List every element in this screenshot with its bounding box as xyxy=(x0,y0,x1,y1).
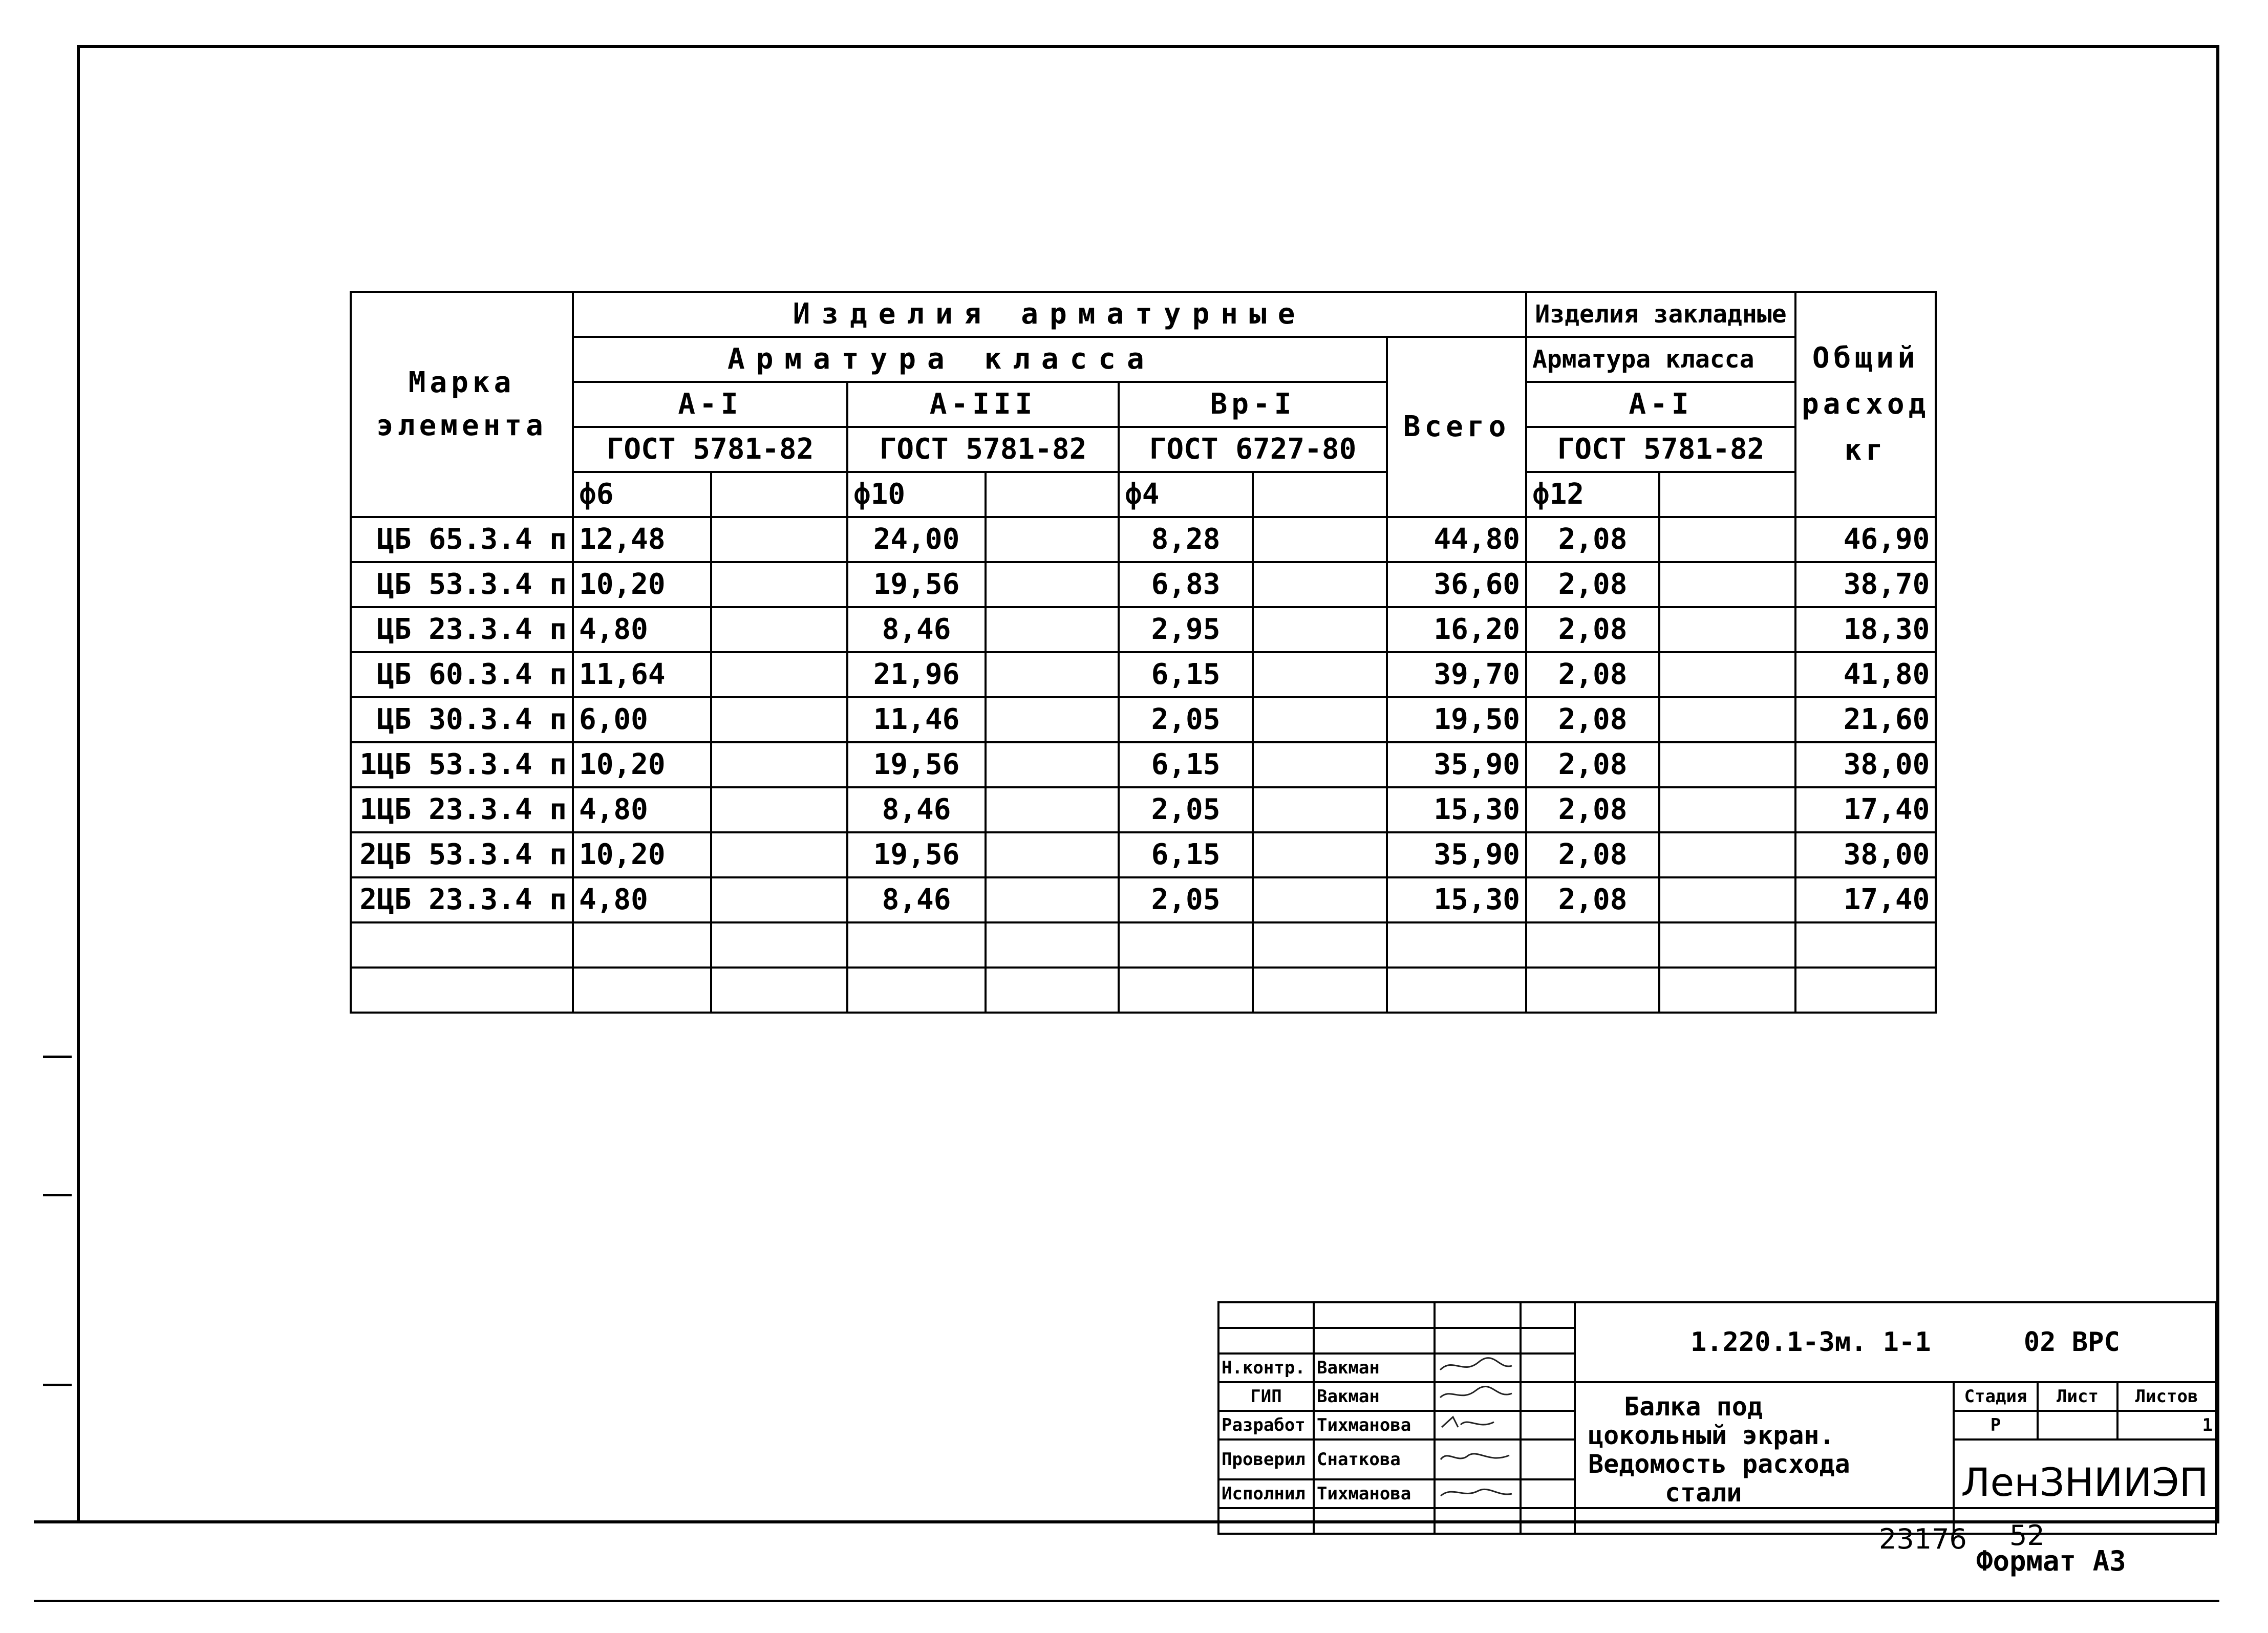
row-bp: 6,15 xyxy=(1119,742,1253,787)
row-mark: 1ЦБ 53.3.4 п xyxy=(351,742,573,787)
empty-cell xyxy=(847,968,986,1013)
row-bp: 6,15 xyxy=(1119,832,1253,877)
empty-cell xyxy=(1218,1302,1314,1328)
row-sum: 46,90 xyxy=(1795,517,1936,562)
stage-label: Стадия xyxy=(1954,1382,2038,1411)
trim-line xyxy=(34,1600,2219,1602)
role-label: Н.контр. xyxy=(1218,1353,1314,1382)
row-a1: 10,20 xyxy=(573,562,711,607)
empty-cell xyxy=(1218,1508,1314,1534)
signature-mark xyxy=(1438,1446,1514,1467)
empty-cell xyxy=(1387,922,1526,968)
table-row xyxy=(351,877,1936,922)
row-bp: 8,28 xyxy=(1119,517,1253,562)
row-a1: 6,00 xyxy=(573,697,711,742)
row-total: 39,70 xyxy=(1387,652,1526,697)
empty-cell xyxy=(351,968,573,1013)
empty-cell xyxy=(711,877,847,922)
empty-cell xyxy=(1659,607,1795,652)
marka-header: Марка элемента xyxy=(351,292,573,517)
empty-cell xyxy=(1435,1508,1521,1534)
title-text-cell xyxy=(1575,1382,1954,1508)
empty-cell xyxy=(1253,607,1387,652)
person-name: Снаткова xyxy=(1314,1439,1435,1479)
paper-format: Формат А3 xyxy=(1976,1545,2126,1577)
signature xyxy=(1435,1411,1521,1439)
signature xyxy=(1435,1353,1521,1382)
inventory-number: 23176 xyxy=(1879,1523,1967,1555)
row-zakl: 2,08 xyxy=(1526,697,1659,742)
empty-cell xyxy=(1435,1302,1521,1328)
drawing-code: 1.220.1-3м. 1-1 xyxy=(1691,1327,1931,1358)
empty-cell xyxy=(986,877,1119,922)
row-total: 44,80 xyxy=(1387,517,1526,562)
signature xyxy=(1435,1479,1521,1508)
armatura-klassa-2-header: Арматура класса xyxy=(1526,337,1795,382)
row-bp: 2,95 xyxy=(1119,607,1253,652)
row-a3: 8,46 xyxy=(847,607,986,652)
steel-spec-table xyxy=(350,291,1937,1014)
row-a1: 10,20 xyxy=(573,742,711,787)
empty-cell xyxy=(1435,1328,1521,1353)
signature-mark xyxy=(1438,1355,1514,1375)
row-mark: ЦБ 53.3.4 п xyxy=(351,562,573,607)
person-name: Вакман xyxy=(1314,1353,1435,1382)
empty-cell xyxy=(1659,652,1795,697)
empty-cell xyxy=(351,922,573,968)
empty-cell xyxy=(1521,1302,1575,1328)
empty-cell xyxy=(1521,1353,1575,1382)
empty-cell xyxy=(1253,562,1387,607)
empty-cell xyxy=(1253,472,1387,517)
empty-cell xyxy=(1253,697,1387,742)
row-a3: 24,00 xyxy=(847,517,986,562)
title-block xyxy=(1217,1301,2217,1535)
class-bp1-dia: ф4 xyxy=(1119,472,1253,517)
empty-cell xyxy=(1659,742,1795,787)
empty-cell xyxy=(986,787,1119,832)
row-sum: 21,60 xyxy=(1795,697,1936,742)
person-name: Тихманова xyxy=(1314,1479,1435,1508)
empty-cell xyxy=(711,742,847,787)
empty-cell xyxy=(986,517,1119,562)
row-total: 16,20 xyxy=(1387,607,1526,652)
row-bp: 6,83 xyxy=(1119,562,1253,607)
page-number: 52 xyxy=(2009,1519,2045,1552)
row-zakl: 2,08 xyxy=(1526,517,1659,562)
sheet-title-line: Балка под xyxy=(1624,1392,1763,1422)
empty-cell xyxy=(986,472,1119,517)
row-bp: 2,05 xyxy=(1119,787,1253,832)
zakl-class-gost: ГОСТ 5781-82 xyxy=(1526,427,1795,472)
row-zakl: 2,08 xyxy=(1526,562,1659,607)
class-a3-gost: ГОСТ 5781-82 xyxy=(847,427,1119,472)
class-bp1-name: Вр-I xyxy=(1119,382,1387,427)
empty-cell xyxy=(986,968,1119,1013)
table-row-empty xyxy=(351,922,1936,968)
sheet-title-line: стали xyxy=(1665,1478,1742,1508)
row-a3: 19,56 xyxy=(847,832,986,877)
row-a3: 8,46 xyxy=(847,877,986,922)
row-total: 36,60 xyxy=(1387,562,1526,607)
role-label: Разработ xyxy=(1218,1411,1314,1439)
sheet-label: Лист xyxy=(2038,1382,2117,1411)
row-a3: 21,96 xyxy=(847,652,986,697)
row-a3: 19,56 xyxy=(847,742,986,787)
empty-cell xyxy=(1119,968,1253,1013)
empty-cell xyxy=(711,562,847,607)
empty-cell xyxy=(986,832,1119,877)
row-total: 15,30 xyxy=(1387,787,1526,832)
row-sum: 41,80 xyxy=(1795,652,1936,697)
role-label: ГИП xyxy=(1218,1382,1314,1411)
empty-cell xyxy=(711,832,847,877)
row-sum: 17,40 xyxy=(1795,877,1936,922)
empty-cell xyxy=(1314,1302,1435,1328)
empty-cell xyxy=(1521,1411,1575,1439)
empty-cell xyxy=(1659,562,1795,607)
empty-cell xyxy=(573,922,711,968)
empty-cell xyxy=(1521,1479,1575,1508)
margin-tick xyxy=(43,1384,72,1386)
row-sum: 38,70 xyxy=(1795,562,1936,607)
row-mark: ЦБ 30.3.4 п xyxy=(351,697,573,742)
empty-cell xyxy=(1521,1328,1575,1353)
row-a3: 19,56 xyxy=(847,562,986,607)
empty-cell xyxy=(986,562,1119,607)
empty-cell xyxy=(1795,968,1936,1013)
signature-mark xyxy=(1438,1480,1514,1501)
row-total: 35,90 xyxy=(1387,742,1526,787)
drawing-doc: 02 ВРС xyxy=(2023,1327,2120,1358)
empty-cell xyxy=(1521,1439,1575,1479)
vsego-header: Всего xyxy=(1387,337,1526,517)
row-sum: 17,40 xyxy=(1795,787,1936,832)
empty-cell xyxy=(986,607,1119,652)
table-row xyxy=(351,562,1936,607)
empty-cell xyxy=(1253,832,1387,877)
empty-cell xyxy=(1659,832,1795,877)
row-zakl: 2,08 xyxy=(1526,607,1659,652)
empty-cell xyxy=(1253,652,1387,697)
sheets-value: 1 xyxy=(2117,1411,2216,1439)
row-a1: 4,80 xyxy=(573,877,711,922)
row-bp: 2,05 xyxy=(1119,697,1253,742)
sheet-title-line: цокольный экран. xyxy=(1588,1421,1835,1450)
empty-cell xyxy=(1218,1328,1314,1353)
empty-cell xyxy=(847,922,986,968)
empty-cell xyxy=(1795,922,1936,968)
signature-mark xyxy=(1438,1383,1514,1404)
row-zakl: 2,08 xyxy=(1526,832,1659,877)
table-row xyxy=(351,742,1936,787)
zakl-class-dia: ф12 xyxy=(1526,472,1659,517)
row-a1: 4,80 xyxy=(573,787,711,832)
row-total: 19,50 xyxy=(1387,697,1526,742)
empty-cell xyxy=(711,652,847,697)
signature xyxy=(1435,1382,1521,1411)
row-sum: 18,30 xyxy=(1795,607,1936,652)
row-sum: 38,00 xyxy=(1795,832,1936,877)
obshchiy-header: Общий расход кг xyxy=(1795,292,1936,517)
row-total: 15,30 xyxy=(1387,877,1526,922)
empty-cell xyxy=(1659,877,1795,922)
empty-cell xyxy=(986,697,1119,742)
table-row xyxy=(351,697,1936,742)
empty-cell xyxy=(711,472,847,517)
margin-tick xyxy=(43,1194,72,1196)
empty-cell xyxy=(1521,1382,1575,1411)
table-row xyxy=(351,652,1936,697)
margin-tick xyxy=(43,1056,72,1058)
empty-cell xyxy=(1954,1508,2216,1534)
role-label: Исполнил xyxy=(1218,1479,1314,1508)
empty-cell xyxy=(1659,697,1795,742)
person-name: Тихманова xyxy=(1314,1411,1435,1439)
sheet-title-line: Ведомость расхода xyxy=(1588,1449,1850,1479)
row-mark: ЦБ 60.3.4 п xyxy=(351,652,573,697)
empty-cell xyxy=(986,742,1119,787)
class-a1-gost: ГОСТ 5781-82 xyxy=(573,427,847,472)
table-row xyxy=(351,787,1936,832)
row-a1: 10,20 xyxy=(573,832,711,877)
empty-cell xyxy=(1659,517,1795,562)
armatura-klassa-header: Арматура класса xyxy=(573,337,1387,382)
empty-cell xyxy=(1314,1328,1435,1353)
zakladnye-header: Изделия закладные xyxy=(1526,292,1795,337)
empty-cell xyxy=(1314,1508,1435,1534)
empty-cell xyxy=(986,652,1119,697)
role-label: Проверил xyxy=(1218,1439,1314,1479)
empty-cell xyxy=(986,922,1119,968)
empty-cell xyxy=(711,968,847,1013)
table-row-empty xyxy=(351,968,1936,1013)
empty-cell xyxy=(1253,877,1387,922)
row-zakl: 2,08 xyxy=(1526,877,1659,922)
empty-cell xyxy=(1521,1508,1575,1534)
row-zakl: 2,08 xyxy=(1526,652,1659,697)
empty-cell xyxy=(1253,742,1387,787)
class-a1-dia: ф6 xyxy=(573,472,711,517)
row-a1: 12,48 xyxy=(573,517,711,562)
row-a3: 8,46 xyxy=(847,787,986,832)
row-bp: 2,05 xyxy=(1119,877,1253,922)
stage-value: Р xyxy=(1954,1411,2038,1439)
row-mark: 2ЦБ 23.3.4 п xyxy=(351,877,573,922)
empty-cell xyxy=(573,968,711,1013)
class-a3-dia: ф10 xyxy=(847,472,986,517)
table-row xyxy=(351,517,1936,562)
empty-cell xyxy=(1659,922,1795,968)
table-row xyxy=(351,607,1936,652)
empty-cell xyxy=(711,787,847,832)
row-zakl: 2,08 xyxy=(1526,787,1659,832)
empty-cell xyxy=(1253,517,1387,562)
class-a1-name: А-I xyxy=(573,382,847,427)
class-a3-name: А-III xyxy=(847,382,1119,427)
sheets-label: Листов xyxy=(2117,1382,2216,1411)
row-mark: 1ЦБ 23.3.4 п xyxy=(351,787,573,832)
row-zakl: 2,08 xyxy=(1526,742,1659,787)
zakl-class-name: А-I xyxy=(1526,382,1795,427)
org-name: ЛенЗНИИЭП xyxy=(1954,1439,2216,1508)
empty-cell xyxy=(1253,787,1387,832)
row-sum: 38,00 xyxy=(1795,742,1936,787)
row-mark: ЦБ 23.3.4 п xyxy=(351,607,573,652)
empty-cell xyxy=(1526,968,1659,1013)
empty-cell xyxy=(1253,968,1387,1013)
row-mark: 2ЦБ 53.3.4 п xyxy=(351,832,573,877)
row-total: 35,90 xyxy=(1387,832,1526,877)
empty-cell xyxy=(711,922,847,968)
row-a1: 11,64 xyxy=(573,652,711,697)
empty-cell xyxy=(711,517,847,562)
empty-cell xyxy=(1119,922,1253,968)
row-mark: ЦБ 65.3.4 п xyxy=(351,517,573,562)
row-a3: 11,46 xyxy=(847,697,986,742)
armaturnye-header: Изделия арматурные xyxy=(573,292,1526,337)
sheet-value xyxy=(2038,1411,2117,1439)
empty-cell xyxy=(1253,922,1387,968)
empty-cell xyxy=(711,607,847,652)
row-bp: 6,15 xyxy=(1119,652,1253,697)
drawing-code-cell xyxy=(1575,1302,2216,1382)
empty-cell xyxy=(1526,922,1659,968)
table-row xyxy=(351,832,1936,877)
empty-cell xyxy=(1387,968,1526,1013)
class-bp1-gost: ГОСТ 6727-80 xyxy=(1119,427,1387,472)
empty-cell xyxy=(1659,968,1795,1013)
empty-cell xyxy=(1659,787,1795,832)
person-name: Вакман xyxy=(1314,1382,1435,1411)
empty-cell xyxy=(711,697,847,742)
signature xyxy=(1435,1439,1521,1479)
empty-cell xyxy=(1659,472,1795,517)
row-a1: 4,80 xyxy=(573,607,711,652)
signature-mark xyxy=(1438,1412,1514,1432)
